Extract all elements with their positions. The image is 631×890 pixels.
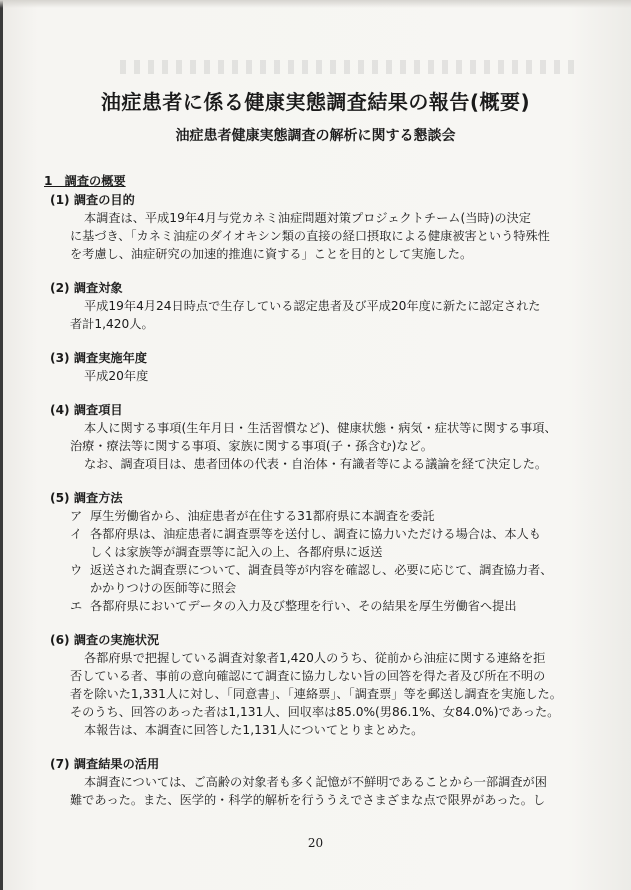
text-line: 本調査については、ご高齢の対象者も多く記憶が不鮮明であることから一部調査が困 — [84, 775, 547, 789]
text-line: に基づき、「カネミ油症のダイオキシン類の直接の経口摂取による健康被害という特殊性 — [70, 229, 550, 243]
paragraph-items — [70, 419, 584, 473]
page-subtitle: 油症患者健康実態調査の解析に関する懇談会 — [175, 128, 456, 144]
list-item — [70, 597, 584, 615]
paragraph-status — [70, 649, 584, 739]
text-line: 平成20年度 — [84, 369, 149, 383]
paragraph-purpose — [70, 209, 584, 263]
section-heading: 1 調査の概要 — [44, 174, 126, 188]
list-marker: ウ — [70, 563, 83, 577]
text-line: 返送された調査票について、調査員等が内容を確認し、必要に応じて、調査協力者、 — [90, 563, 553, 577]
text-line: 本報告は、本調査に回答した1,131人についてとりまとめた。 — [84, 723, 424, 737]
paragraph-year — [70, 367, 584, 385]
text-line: 難であった。また、医学的・科学的解析を行ううえでさまざまな点で限界があった。し — [70, 793, 546, 807]
document-body — [44, 172, 584, 809]
text-line: 厚生労働省から、油症患者が在住する31都府県に本調査を委託 — [90, 509, 435, 523]
list-marker: エ — [70, 599, 83, 613]
text-line: そのうち、回答のあった者は1,131人、回収率は85.0%(男86.1%、女84.0%)であった。 — [70, 705, 560, 719]
text-line: 各都府県においてデータの入力及び整理を行い、その結果を厚生労働省へ提出 — [90, 599, 517, 613]
text-line: 否している者、事前の意向確認にて調査に協力しない旨の回答を得た者及び所在不明の — [70, 669, 546, 683]
subsection-heading-status: (6) 調査の実施状況 — [50, 633, 160, 647]
subsection-heading-purpose: (1) 調査の目的 — [50, 193, 135, 207]
list-item — [70, 561, 584, 597]
text-line: 者計1,420人。 — [70, 317, 154, 331]
subsection-heading-items: (4) 調査項目 — [50, 403, 123, 417]
text-line: 者を除いた1,331人に対し、「同意書」、「連絡票」、「調査票」等を郵送し調査を実施した。 — [70, 687, 562, 701]
page-title: 油症患者に係る健康実態調査結果の報告(概要) — [100, 90, 531, 114]
text-line: なお、調査項目は、患者団体の代表・自治体・有識者等による議論を経て決定した。 — [84, 457, 548, 471]
paragraph-usage — [70, 773, 584, 809]
subsection-heading-year: (3) 調査実施年度 — [50, 351, 147, 365]
list-marker: ア — [70, 509, 83, 523]
text-line: 各都府県で把握している調査対象者1,420人のうち、従前から油症に関する連絡を拒 — [84, 651, 546, 665]
bleed-through-text — [120, 60, 580, 74]
subsection-heading-target: (2) 調査対象 — [50, 281, 123, 295]
text-line: 各都府県は、油症患者に調査票等を送付し、調査に協力いただける場合は、本人も — [90, 527, 541, 541]
text-line: しくは家族等が調査票等に記入の上、各都府県に返送 — [90, 545, 383, 559]
list-item — [70, 507, 584, 525]
page-number: 20 — [307, 836, 324, 850]
paragraph-target — [70, 297, 584, 333]
text-line: を考慮し、油症研究の加速的推進に資する」ことを目的として実施した。 — [70, 247, 473, 261]
scan-top-shade — [0, 0, 631, 8]
text-line: 本人に関する事項(生年月日・生活習慣など)、健康状態・病気・症状等に関する事項、 — [84, 421, 557, 435]
text-line: 治療・療法等に関する事項、家族に関する事項(子・孫含む)など。 — [70, 439, 433, 453]
text-line: 本調査は、平成19年4月与党カネミ油症問題対策プロジェクトチーム(当時)の決定 — [84, 211, 531, 225]
list-item — [70, 525, 584, 561]
text-line: 平成19年4月24日時点で生存している認定患者及び平成20年度に新たに認定された — [84, 299, 541, 313]
text-line: かかりつけの医師等に照会 — [90, 581, 237, 595]
list-marker: イ — [70, 527, 83, 541]
subsection-heading-usage: (7) 調査結果の活用 — [50, 757, 160, 771]
subsection-heading-method: (5) 調査方法 — [50, 491, 123, 505]
